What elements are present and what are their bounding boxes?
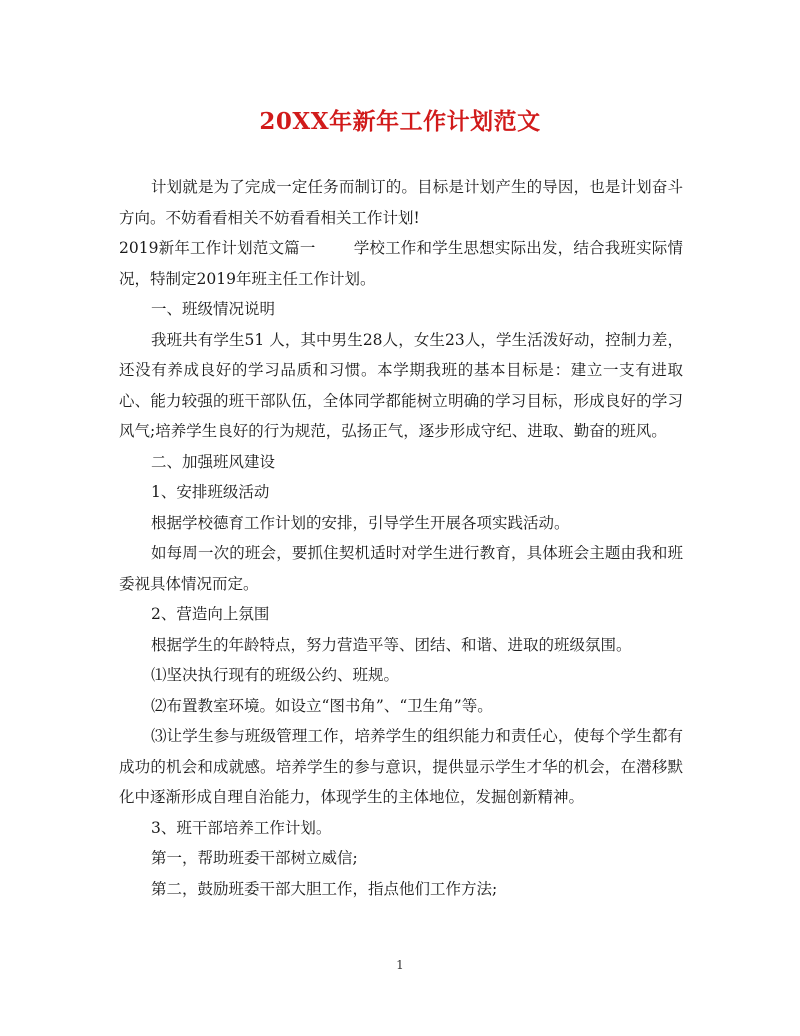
cadre-training-item-2: 第二，鼓励班委干部大胆工作，指点他们工作方法; xyxy=(151,879,498,898)
atmosphere-item-2: ⑵布置教室环境。如设立“图书角”、“卫生角”等。 xyxy=(151,696,493,715)
document-title: 20XX年新年工作计划范文 xyxy=(259,108,541,135)
section-heading-class-spirit: 二、加强班风建设 xyxy=(151,452,276,471)
atmosphere-item-1: ⑴坚决执行现有的班级公约、班规。 xyxy=(151,666,400,684)
subheading-atmosphere: 2、营造向上氛围 xyxy=(151,605,270,623)
class-situation-paragraph: 我班共有学生51 人，其中男生28人，女生23人，学生活泼好动，控制力差，还没有养成良好的学习品质和习惯。本学期我班的基本目标是：建立一支有进取心、能力较强的班干部队伍，全体同学都能树立明确的学习目标，形成良好的学习风气;培养学生良好的行为规范，弘扬正气，逐步形成守纪、进取、勤奋的班风。 xyxy=(119,330,683,440)
atmosphere-paragraph: 根据学生的年龄特点，努力营造平等、团结、和谐、进取的班级氛围。 xyxy=(151,635,632,654)
subheading-cadre-training: 3、班干部培养工作计划。 xyxy=(151,818,332,837)
intro-paragraph: 计划就是为了完成一定任务而制订的。目标是计划产生的导因，也是计划奋斗方向。不妨看看相关不妨看看相关工作计划! xyxy=(119,178,683,227)
section-heading-class-situation: 一、班级情况说明 xyxy=(151,300,276,318)
document-body xyxy=(119,172,683,904)
plan-intro-text: 学校工作和学生思想实际出发，结合我班实际情况，特制定2019年班主任工作计划。 xyxy=(119,239,683,288)
cadre-training-item-1: 第一，帮助班委干部树立威信; xyxy=(151,849,358,867)
plan-intro-paragraph xyxy=(119,233,683,294)
page-number: 1 xyxy=(396,958,404,972)
atmosphere-item-3: ⑶让学生参与班级管理工作，培养学生的组织能力和责任心，使每个学生都有成功的机会和成就感。培养学生的参与意识，提供显示学生才华的机会，在潜移默化中逐渐形成自理自治能力，体现学生的主体地位，发掘创新精神。 xyxy=(119,727,683,806)
plan-article-label: 2019新年工作计划范文篇一 xyxy=(119,239,316,257)
class-activities-paragraph-1: 根据学校德育工作计划的安排，引导学生开展各项实践活动。 xyxy=(151,513,570,532)
subheading-class-activities: 1、安排班级活动 xyxy=(151,483,270,501)
class-activities-paragraph-2: 如每周一次的班会，要抓住契机适时对学生进行教育，具体班会主题由我和班委视具体情况而定。 xyxy=(119,544,683,593)
